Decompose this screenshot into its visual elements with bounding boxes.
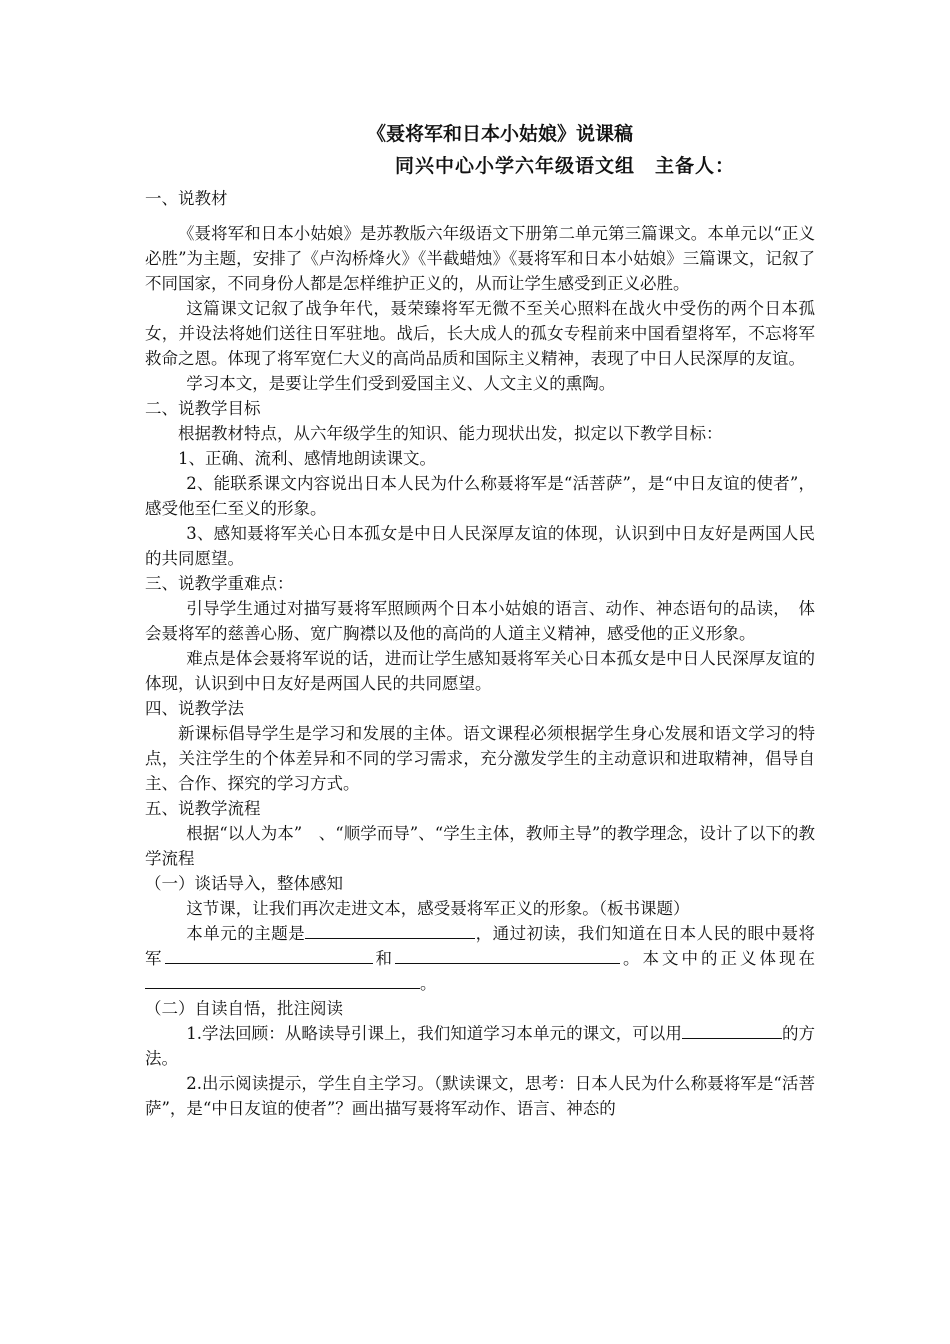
fill-blank[interactable] [145,971,420,989]
text-segment: 和 [372,949,395,968]
goal-item: 2、能联系课文内容说出日本人民为什么称聂将军是“活菩萨”，是“中日友谊的使者”，感受他至仁至义的形象。 [145,474,815,518]
section-heading-2: 二、说教学目标 [145,399,261,418]
paragraph: 根据教材特点，从六年级学生的知识、能力现状出发，拟定以下教学目标： [178,424,723,443]
text-segment: 本单元的主题是 [186,924,306,943]
section-heading-3: 三、说教学重难点： [145,574,294,593]
section-heading-4: 四、说教学法 [145,699,244,718]
fill-blank[interactable] [395,946,620,964]
fill-in-paragraph [145,921,815,996]
paragraph: 这篇课文记叙了战争年代，聂荣臻将军无微不至关心照料在战火中受伤的两个日本孤女，并设法将她们送往日军驻地。战后，长大成人的孤女专程前来中国看望将军，不忘将军救命之恩。体现了将军宽仁大义的高尚品质和国际主义精神，表现了中日人民深厚的友谊。 [145,299,815,368]
subsection-heading-1: （一）谈话导入，整体感知 [145,874,343,893]
subsection-heading-2: （二）自读自悟，批注阅读 [145,999,343,1018]
paragraph: 新课标倡导学生是学习和发展的主体。语文课程必须根据学生身心发展和语文学习的特点，关注学生的个体差异和不同的学习需求，充分激发学生的主动意识和进取精神，倡导自主、合作、探究的学习方式。 [145,724,815,793]
text-segment: 1.学法回顾：从略读导引课上，我们知道学习本单元的课文，可以用 [186,1024,682,1043]
text-segment: ，通过初读，我们知道在日本人民的眼中聂将军 [145,924,816,968]
text-segment: 。 [420,974,437,993]
paragraph: 学习本文，是要让学生们受到爱国主义、人文主义的熏陶。 [186,374,616,393]
fill-in-paragraph [145,1021,815,1071]
section-heading-5: 五、说教学流程 [145,799,261,818]
paragraph: 根据“以人为本” 、“顺学而导”、“学生主体，教师主导”的教学理念，设计了以下的教学流程 [145,824,815,868]
text-segment: 。本文中的正义体现在 [620,949,815,968]
fill-blank[interactable] [682,1021,748,1039]
document-title: 《聂将军和日本小姑娘》说课稿 [366,123,633,145]
fill-blank[interactable] [305,921,475,939]
fill-blank[interactable] [165,946,373,964]
text-segment: 的方法。 [145,1024,815,1068]
document-subtitle: 同兴中心小学六年级语文组 主备人： [394,155,735,177]
goal-item: 3、感知聂将军关心日本孤女是中日人民深厚友谊的体现，认识到中日友好是两国人民的共同愿望。 [145,524,815,568]
paragraph: 《聂将军和日本小姑娘》是苏教版六年级语文下册第二单元第三篇课文。本单元以“正义必胜”为主题，安排了《卢沟桥烽火》《半截蜡烛》《聂将军和日本小姑娘》三篇课文，记叙了不同国家，不同身份人都是怎样维护正义的，从而让学生感受到正义必胜。 [145,224,815,293]
goal-item: 1、正确、流利、感情地朗读课文。 [178,449,436,468]
document-page [145,118,815,1121]
fill-blank[interactable] [748,1021,782,1039]
paragraph: 2.出示阅读提示，学生自主学习。（默读课文，思考：日本人民为什么称聂将军是“活菩萨”，是“中日友谊的使者”？画出描写聂将军动作、语言、神态的 [145,1074,815,1118]
paragraph: 引导学生通过对描写聂将军照顾两个日本小姑娘的语言、动作、神态语句的品读， 体会聂将军的慈善心肠、宽广胸襟以及他的高尚的人道主义精神，感受他的正义形象。 [145,599,815,643]
paragraph: 这节课，让我们再次走进文本，感受聂将军正义的形象。（板书课题） [186,899,690,918]
paragraph: 难点是体会聂将军说的话，进而让学生感知聂将军关心日本孤女是中日人民深厚友谊的体现，认识到中日友好是两国人民的共同愿望。 [145,649,815,693]
section-heading-1: 一、说教材 [145,189,228,208]
